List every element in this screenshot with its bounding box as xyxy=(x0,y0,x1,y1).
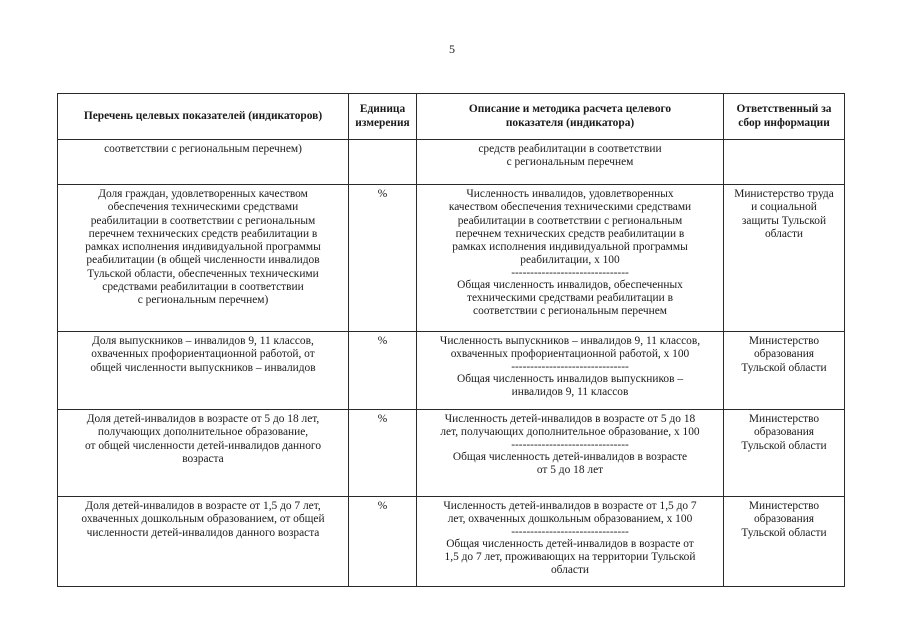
text-line: с региональным перечнем) xyxy=(137,294,269,307)
text-line: рамках исполнения индивидуальной программы xyxy=(452,241,688,254)
unit-cell xyxy=(349,410,417,497)
header-text-line: Ответственный за xyxy=(736,103,832,116)
text-line: техническими средствами реабилитации в xyxy=(467,292,673,305)
text-line: лет, получающих дополнительное образование, х 100 xyxy=(440,426,700,439)
text-line: лет, охваченных дошкольным образованием, х 100 xyxy=(447,513,693,526)
text-line: Министерство xyxy=(748,500,820,512)
text-line: Министерство xyxy=(748,335,820,347)
text-line: % xyxy=(377,188,388,200)
text-line: Тульской области xyxy=(741,361,827,374)
text-line: перечнем технических средств реабилитации в xyxy=(455,227,685,240)
text-line: Тульской области xyxy=(741,439,827,452)
responsible-cell xyxy=(724,140,845,185)
text-line: Доля детей-инвалидов в возрасте от 5 до 18 лет, xyxy=(86,413,320,425)
text-line: охваченных профориентационной работой, от xyxy=(91,348,315,361)
text-line: возраста xyxy=(182,452,224,465)
text-line: качеством обеспечения техническими средствами xyxy=(448,201,692,214)
text-line: области xyxy=(764,227,804,240)
text-line: области xyxy=(550,564,590,577)
indicator-cell xyxy=(58,140,349,185)
text-line: образования xyxy=(753,426,815,439)
text-line: обеспечения техническими средствами xyxy=(107,201,299,214)
fraction-separator: ------------------------------- xyxy=(511,525,629,538)
header-text-line: Единица xyxy=(359,103,406,116)
text-line: защиты Тульской xyxy=(741,214,827,227)
text-line: Численность детей-инвалидов в возрасте от 5 до 18 xyxy=(444,413,696,425)
header-description xyxy=(417,94,724,140)
indicator-cell xyxy=(58,410,349,497)
table-row xyxy=(58,332,845,410)
header-responsible xyxy=(724,94,845,140)
text-line: и социальной xyxy=(751,201,817,214)
text-line: % xyxy=(377,413,388,425)
text-line: охваченных дошкольным образованием, от общей xyxy=(81,513,325,526)
unit-cell xyxy=(349,497,417,587)
text-line: с региональным перечнем xyxy=(506,156,634,169)
text-line: средств реабилитации в соответствии xyxy=(478,143,662,155)
text-line: рамках исполнения индивидуальной программы xyxy=(85,241,321,254)
table-row xyxy=(58,185,845,332)
fraction-separator: ------------------------------- xyxy=(511,438,629,451)
unit-cell xyxy=(349,332,417,410)
text-line: реабилитации в соответствии с региональным xyxy=(90,214,316,227)
text-line: Общая численность детей-инвалидов в возрасте от xyxy=(446,537,694,550)
page-number: 5 xyxy=(449,42,455,56)
header-text-line: Перечень целевых показателей (индикаторов) xyxy=(83,109,323,122)
header-text-line: сбор информации xyxy=(738,116,830,129)
text-line: Министерство xyxy=(748,413,820,425)
text-line: Министерство труда xyxy=(734,188,834,200)
description-cell xyxy=(417,185,724,332)
text-line: % xyxy=(377,335,388,347)
table-row xyxy=(58,140,845,185)
responsible-cell xyxy=(724,185,845,332)
text-line: средствами реабилитации в соответствии xyxy=(102,281,304,294)
text-line: получающих дополнительное образование, xyxy=(97,426,309,439)
table-header-row xyxy=(58,94,845,140)
header-unit xyxy=(349,94,417,140)
text-line: численности детей-инвалидов данного возраста xyxy=(86,526,320,539)
description-cell xyxy=(417,497,724,587)
text-line: образования xyxy=(753,348,815,361)
header-indicators xyxy=(58,94,349,140)
unit-cell xyxy=(349,185,417,332)
indicator-cell xyxy=(58,185,349,332)
text-line: 1,5 до 7 лет, проживающих на территории Тульской xyxy=(444,550,696,563)
header-text-line: Описание и методика расчета целевого xyxy=(468,103,672,116)
description-cell xyxy=(417,332,724,410)
text-line: Доля граждан, удовлетворенных качеством xyxy=(98,188,308,200)
indicator-cell xyxy=(58,497,349,587)
text-line: реабилитации (в общей численности инвалидов xyxy=(86,254,320,267)
text-line: от общей численности детей-инвалидов данного xyxy=(84,439,322,452)
fraction-separator: ------------------------------- xyxy=(511,266,629,279)
responsible-cell xyxy=(724,410,845,497)
indicators-table xyxy=(57,93,845,587)
fraction-separator: ------------------------------- xyxy=(511,360,629,373)
responsible-cell xyxy=(724,497,845,587)
text-line: Численность инвалидов, удовлетворенных xyxy=(466,188,674,200)
text-line: % xyxy=(377,500,388,512)
text-line: инвалидов 9, 11 классов xyxy=(511,385,629,398)
text-line: охваченных профориентационной работой, х 100 xyxy=(450,348,690,361)
text-line: Тульской области, обеспеченных техническими xyxy=(87,267,319,280)
text-line: Общая численность инвалидов выпускников – xyxy=(456,372,684,385)
text-line: Общая численность детей-инвалидов в возрасте xyxy=(452,450,688,463)
text-line: Численность выпускников – инвалидов 9, 11 классов, xyxy=(439,335,701,347)
description-cell xyxy=(417,140,724,185)
responsible-cell xyxy=(724,332,845,410)
table-row xyxy=(58,497,845,587)
text-line: Тульской области xyxy=(741,526,827,539)
text-line: Численность детей-инвалидов в возрасте от 1,5 до 7 xyxy=(443,500,697,512)
text-line: Доля выпускников – инвалидов 9, 11 классов, xyxy=(92,335,314,347)
text-line: от 5 до 18 лет xyxy=(536,463,604,476)
text-line: соответствии с региональным перечнем xyxy=(473,305,667,318)
description-cell xyxy=(417,410,724,497)
text-line: реабилитации, х 100 xyxy=(520,254,620,267)
text-line: реабилитации в соответствии с региональным xyxy=(457,214,683,227)
indicator-cell xyxy=(58,332,349,410)
header-text-line: измерения xyxy=(355,116,410,129)
table-row xyxy=(58,410,845,497)
text-line: соответствии с региональным перечнем) xyxy=(104,143,302,155)
unit-cell xyxy=(349,140,417,185)
text-line: образования xyxy=(753,513,815,526)
text-line: Доля детей-инвалидов в возрасте от 1,5 до 7 лет, xyxy=(85,500,321,512)
header-text-line: показателя (индикатора) xyxy=(505,116,635,129)
text-line: перечнем технических средств реабилитации в xyxy=(88,227,318,240)
text-line: общей численности выпускников – инвалидов xyxy=(90,361,316,374)
text-line: Общая численность инвалидов, обеспеченных xyxy=(457,278,683,291)
